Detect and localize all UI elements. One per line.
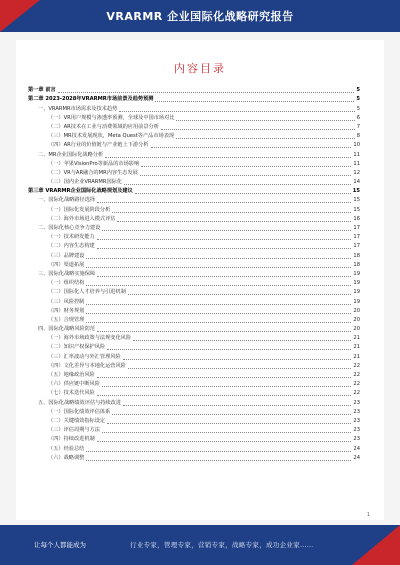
toc-dot-leader: [117, 221, 351, 222]
toc-entry[interactable]: [28, 242, 360, 251]
toc-entry-page: 17: [353, 225, 360, 231]
toc-entry-page: 5: [356, 87, 360, 94]
toc-entry[interactable]: [28, 362, 360, 371]
toc-entry-label: （二）国际化人才培养与引进机制: [48, 289, 126, 296]
page-number: 1: [366, 512, 370, 518]
toc-entry[interactable]: [28, 224, 360, 233]
toc-entry-label: （二）海外市场进入模式评估: [48, 215, 116, 222]
toc-entry-label: （一）技术研发能力: [48, 234, 95, 241]
toc-entry[interactable]: [28, 261, 360, 270]
toc-dot-leader: [58, 92, 355, 93]
toc-dot-leader: [97, 441, 352, 442]
toc-entry[interactable]: [28, 95, 360, 104]
report-header: [0, 0, 400, 32]
toc-entry-label: （四）文化差异与本地化运营风险: [48, 362, 126, 369]
toc-entry-label: 第三章 VRARMR企业国际化战略规划及建议: [28, 188, 133, 195]
toc-entry-page: 22: [353, 372, 360, 378]
report-footer: [0, 525, 400, 565]
toc-entry[interactable]: [28, 343, 360, 352]
toc-dot-leader: [86, 460, 351, 461]
toc-dot-leader: [112, 414, 351, 415]
toc-entry-label: （三）国内企业VRARMR国际化: [48, 179, 123, 186]
toc-dot-leader: [107, 423, 351, 424]
table-of-contents: [28, 86, 360, 463]
toc-entry-label: （一）国际化发展阶段分析: [48, 206, 111, 213]
toc-entry-label: 二、MR企业国际化战略分析: [38, 151, 104, 158]
toc-entry-page: 19: [353, 289, 360, 296]
toc-entry-page: 23: [353, 436, 360, 443]
toc-entry-page: 7: [356, 123, 360, 130]
toc-dot-leader: [107, 349, 351, 350]
toc-entry[interactable]: [28, 86, 360, 95]
toc-entry[interactable]: [28, 178, 360, 187]
toc-entry-page: 21: [353, 353, 360, 360]
toc-entry-label: （二）内容生态构建: [48, 243, 95, 250]
toc-entry-page: 20: [353, 326, 360, 333]
toc-entry-label: （六）供应链中断风险: [48, 381, 100, 388]
toc-entry[interactable]: [28, 215, 360, 224]
toc-entry-label: （一）VR用户规模与渗透率预测，全球及中国市场对比: [48, 114, 175, 121]
toc-dot-leader: [97, 202, 351, 203]
toc-dot-leader: [97, 395, 352, 396]
toc-dot-leader: [151, 147, 352, 148]
toc-entry[interactable]: [28, 325, 360, 334]
toc-title: 内容目录: [174, 62, 226, 75]
toc-entry-label: （四）渠道拓展: [48, 261, 85, 268]
toc-entry-page: 20: [353, 316, 360, 323]
toc-entry-page: 23: [353, 427, 360, 434]
toc-entry-page: 19: [353, 270, 360, 277]
toc-dot-leader: [97, 276, 351, 277]
toc-entry-label: （二）知识产权保护风险: [48, 344, 106, 351]
document-page: [16, 40, 384, 520]
toc-dot-leader: [128, 294, 352, 295]
toc-entry[interactable]: [28, 141, 360, 150]
toc-entry-page: 23: [353, 399, 360, 406]
toc-entry-label: （一）国际化绩效评估体系: [48, 408, 111, 415]
toc-entry[interactable]: [28, 279, 360, 288]
toc-entry-page: 5: [356, 96, 360, 103]
toc-entry[interactable]: [28, 316, 360, 325]
toc-entry-page: 21: [353, 335, 360, 342]
toc-entry-page: 11: [353, 151, 360, 158]
toc-entry[interactable]: [28, 389, 360, 398]
toc-dot-leader: [97, 248, 352, 249]
toc-entry-page: 14: [353, 179, 360, 186]
footer-red-accent: [352, 525, 400, 565]
toc-dot-leader: [102, 432, 352, 433]
toc-entry[interactable]: [28, 150, 360, 159]
toc-dot-leader: [105, 157, 351, 158]
toc-entry-page: 10: [353, 142, 360, 149]
toc-entry-page: 15: [352, 188, 360, 195]
toc-dot-leader: [86, 451, 351, 452]
toc-entry[interactable]: [28, 334, 360, 343]
toc-entry[interactable]: [28, 408, 360, 417]
toc-entry-page: 22: [353, 381, 360, 388]
toc-entry-label: （二）关键绩效指标设定: [48, 417, 106, 424]
toc-entry-label: 第一章 前言: [28, 87, 56, 94]
toc-entry-page: 22: [353, 362, 360, 369]
toc-dot-leader: [176, 120, 354, 121]
toc-dot-leader: [161, 129, 355, 130]
toc-entry-page: 19: [353, 280, 360, 287]
footer-slogan-left: 让每个人都能成为: [34, 541, 86, 549]
toc-entry-label: （五）合规管理: [48, 316, 85, 323]
toc-entry-label: （四）财务规划: [48, 307, 85, 314]
toc-entry[interactable]: [28, 380, 360, 389]
toc-dot-leader: [102, 230, 351, 231]
toc-dot-leader: [86, 313, 351, 314]
toc-dot-leader: [141, 166, 351, 167]
toc-entry[interactable]: [28, 371, 360, 380]
toc-entry-page: 5: [356, 105, 360, 112]
toc-entry-label: （三）评估周期与方法: [48, 427, 100, 434]
toc-entry-page: 20: [353, 307, 360, 314]
toc-entry-page: 17: [353, 243, 360, 250]
toc-dot-leader: [86, 285, 351, 286]
toc-entry[interactable]: [28, 398, 360, 407]
toc-dot-leader: [140, 175, 352, 176]
toc-entry[interactable]: [28, 233, 360, 242]
toc-entry[interactable]: [28, 132, 360, 141]
toc-dot-leader: [135, 193, 351, 194]
toc-entry-label: （一）海外市场政策与法规变化风险: [48, 335, 132, 342]
toc-entry-label: （二）AR技术在工业与消费领域的应用前景分析: [48, 123, 159, 130]
toc-entry[interactable]: [28, 123, 360, 132]
toc-entry[interactable]: [28, 104, 360, 113]
toc-entry-label: （四）AR行业的价值链与产业链上下游分析: [48, 142, 149, 149]
toc-entry-page: 24: [353, 454, 360, 461]
toc-entry-label: 一、VRARMR市场需求及技术趋势: [38, 105, 118, 112]
toc-entry-page: 12: [353, 169, 360, 176]
toc-dot-leader: [86, 322, 351, 323]
toc-entry[interactable]: [28, 270, 360, 279]
toc-entry-page: 18: [353, 261, 360, 268]
toc-entry-page: 16: [353, 215, 360, 222]
toc-entry-page: 11: [353, 160, 360, 167]
toc-dot-leader: [86, 267, 351, 268]
toc-entry[interactable]: [28, 205, 360, 214]
toc-entry-label: （二）VR与AR融合的MR内容生态发展: [48, 169, 138, 176]
toc-entry-label: （三）品牌建设: [48, 252, 85, 259]
toc-entry-page: 23: [353, 408, 360, 415]
toc-entry-label: （一）组织结构: [48, 280, 85, 287]
toc-dot-leader: [124, 184, 351, 185]
toc-entry-label: （四）持续改进机制: [48, 436, 95, 443]
toc-dot-leader: [123, 405, 351, 406]
toc-entry-page: 22: [353, 390, 360, 397]
toc-dot-leader: [112, 212, 351, 213]
toc-entry[interactable]: [28, 114, 360, 123]
toc-entry-label: （六）战略调整: [48, 454, 85, 461]
toc-dot-leader: [119, 111, 354, 112]
toc-entry[interactable]: [28, 160, 360, 169]
toc-entry[interactable]: [28, 288, 360, 297]
toc-dot-leader: [97, 377, 352, 378]
toc-entry-page: 15: [353, 197, 360, 204]
toc-entry-label: 二、国际化核心竞争力建设: [38, 225, 101, 231]
toc-entry[interactable]: [28, 417, 360, 426]
toc-dot-leader: [123, 359, 352, 360]
toc-entry-label: （三）汇率波动与外汇管理风险: [48, 353, 121, 360]
toc-dot-leader: [86, 304, 351, 305]
toc-entry-page: 24: [353, 445, 360, 452]
toc-entry[interactable]: [28, 454, 360, 463]
toc-entry[interactable]: [28, 435, 360, 444]
toc-dot-leader: [128, 368, 352, 369]
toc-entry-page: 18: [353, 252, 360, 259]
toc-entry[interactable]: [28, 426, 360, 435]
toc-entry-label: 四、国际化战略风险防范: [38, 326, 96, 333]
toc-entry-label: （五）经验总结: [48, 445, 85, 452]
toc-entry[interactable]: [28, 307, 360, 316]
toc-entry-page: 21: [353, 344, 360, 351]
toc-entry-label: 第二章 2023-2028年VRARMR市场前景及趋势预测: [28, 96, 154, 103]
toc-entry[interactable]: [28, 352, 360, 361]
toc-entry-label: 一、国际化战略路径选择: [38, 197, 96, 204]
toc-entry[interactable]: [28, 297, 360, 306]
toc-dot-leader: [155, 101, 354, 102]
toc-entry[interactable]: [28, 444, 360, 453]
toc-entry-page: 6: [356, 114, 360, 121]
toc-entry-label: （三）MR技术发展现状，Meta Quest等产品市场表现: [48, 133, 175, 140]
toc-entry-page: 17: [353, 234, 360, 241]
footer-slogan-right: 行业专家，管理专家，营销专家，战略专家，成功企业家……: [130, 541, 314, 549]
toc-dot-leader: [133, 340, 351, 341]
toc-entry[interactable]: [28, 196, 360, 205]
toc-entry-label: 三、国际化战略实施保障: [38, 270, 96, 277]
toc-dot-leader: [97, 331, 351, 332]
toc-entry-label: （三）风险控制: [48, 298, 85, 305]
toc-dot-leader: [86, 258, 351, 259]
toc-entry-label: 五、国际化战略绩效评估与持续改进: [38, 399, 122, 406]
toc-entry-page: 8: [356, 133, 360, 140]
toc-dot-leader: [97, 239, 352, 240]
report-title: VRARMR 企业国际化战略研究报告: [106, 10, 294, 23]
toc-entry-page: 23: [353, 417, 360, 424]
toc-entry[interactable]: [28, 169, 360, 178]
toc-entry-label: （七）技术迭代风险: [48, 390, 95, 397]
toc-entry[interactable]: [28, 251, 360, 260]
toc-entry-page: 15: [353, 206, 360, 213]
toc-entry-page: 19: [353, 298, 360, 305]
toc-entry-label: （一）苹果VisionPro等新品的市场影响: [48, 160, 140, 167]
toc-entry-label: （五）地缘政治风险: [48, 372, 95, 378]
toc-entry[interactable]: [28, 187, 360, 196]
toc-dot-leader: [176, 138, 355, 139]
toc-dot-leader: [102, 386, 352, 387]
